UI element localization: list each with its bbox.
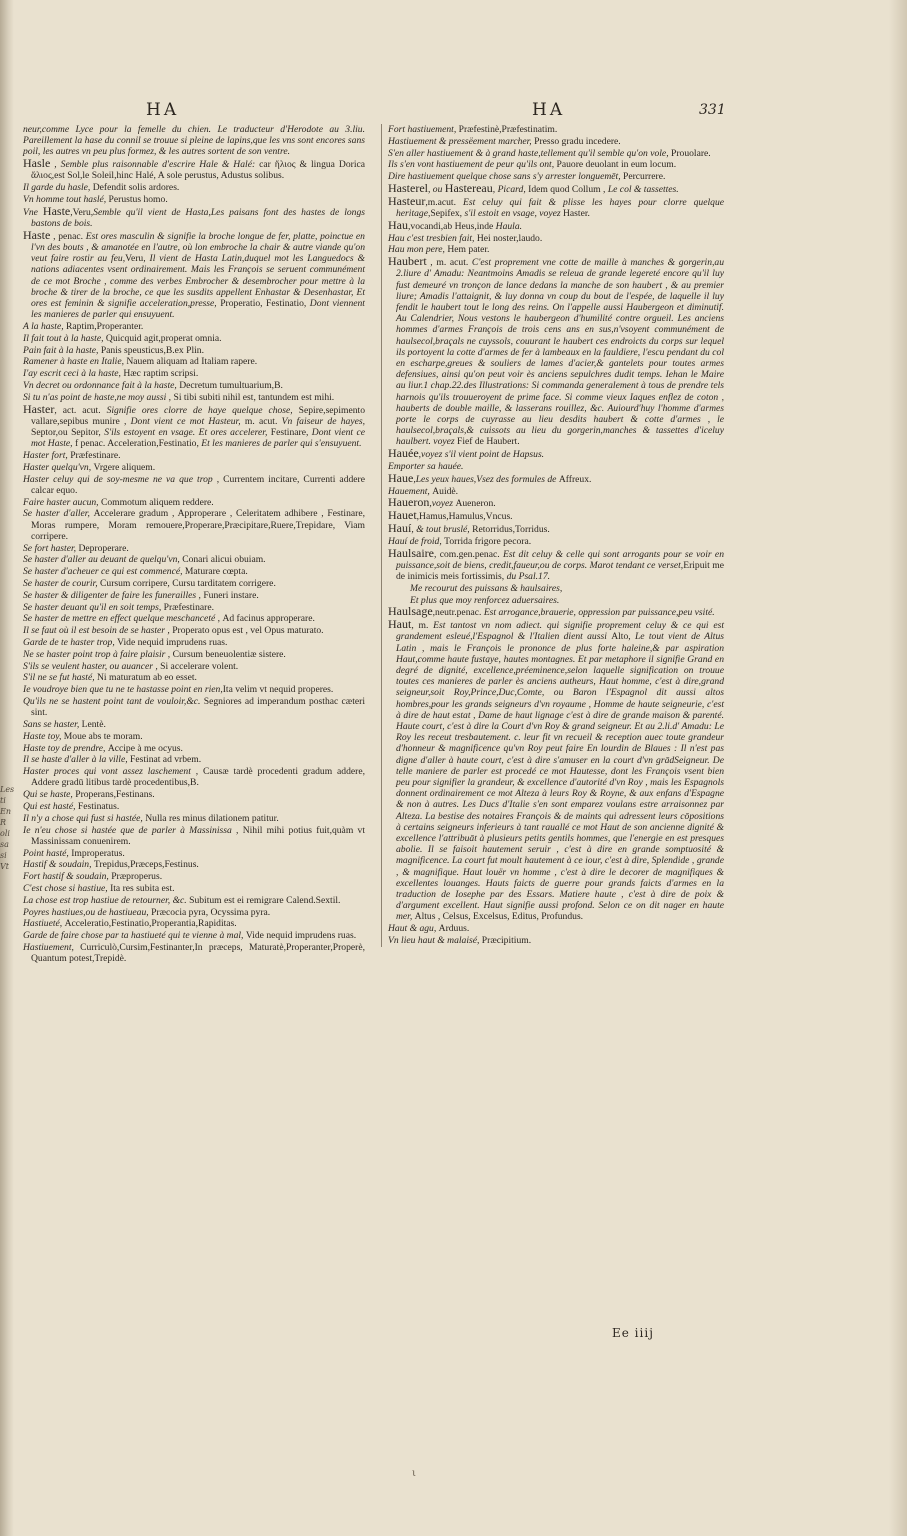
- dictionary-entry: [23, 801, 365, 812]
- dictionary-entry: [23, 918, 365, 929]
- latin-text: Decretum tumultuarium,B.: [179, 380, 283, 391]
- headword: Hauí: [388, 521, 412, 535]
- latin-text: Eripuit me de inimicis meis fortissimis,: [396, 559, 725, 582]
- dictionary-entry: [23, 672, 365, 683]
- french-text: Haste toy,: [23, 730, 64, 742]
- latin-text: , act. acut.: [54, 404, 107, 416]
- margin-note: En: [0, 807, 11, 816]
- dictionary-entry: [23, 497, 365, 508]
- margin-note: Les: [0, 785, 14, 794]
- french-text: , Semble plus raisonnable d'escrire Hale & Halé:: [50, 159, 260, 171]
- latin-text: Quicquid agit,properat omnia.: [105, 332, 222, 344]
- signature-mark: Ee iiij: [612, 1326, 654, 1340]
- dictionary-entry: [23, 450, 365, 461]
- dictionary-entry: [23, 333, 365, 344]
- dictionary-entry: [23, 930, 365, 941]
- dictionary-entry: [23, 392, 365, 403]
- french-text: Se haster & diligenter de faire les funerailles ,: [23, 589, 204, 601]
- headword: Haue: [388, 470, 414, 485]
- headword: Haulsage: [388, 604, 433, 619]
- latin-text: Festinare,: [270, 427, 312, 438]
- latin-text: Curriculò,Cursim,Festinanter,In præceps, Maturatè,Properanter,Properè, Quantum potest,Trepidè.: [31, 941, 365, 965]
- french-text: Semble qu'il vient de Hasta,Les paisans font des hastes de longs bastons de bois.: [31, 206, 365, 229]
- latin-text: Haster.: [563, 207, 590, 219]
- latin-text: Segniores ad imperandum posthac cæteri sint.: [31, 695, 365, 719]
- dictionary-entry: [388, 619, 724, 922]
- dictionary-entry: [388, 193, 724, 219]
- dictionary-entry: [23, 227, 365, 321]
- dictionary-entry: [388, 583, 724, 594]
- french-text: Est dit celuy & celle qui sont arrogants pour se voir en puissance,soit de biens, credit,faueur,ou de corps. Marot tendant ce verset,: [396, 548, 724, 571]
- dictionary-entry: [23, 719, 365, 730]
- latin-text: Cursum beneuolentiæ sistere.: [172, 648, 286, 660]
- french-text: A la haste,: [23, 321, 66, 333]
- latin-text: Retorridus,Torridus.: [472, 524, 550, 535]
- headword: Haubert: [388, 254, 427, 269]
- french-text: S'ils se veulent haster, ou auancer ,: [23, 660, 161, 672]
- french-text: Se haster d'aller,: [23, 508, 94, 520]
- french-text: Vn decret ou ordonnance fait à la haste,: [23, 380, 180, 391]
- dictionary-entry: [23, 883, 365, 894]
- latin-text: Sepire,sepimento vallare,sepibus munire ,: [31, 404, 365, 427]
- french-text: I'ay escrit ceci à la haste,: [23, 368, 124, 380]
- french-text: Se fort haster,: [23, 542, 79, 554]
- margin-note: Vt: [0, 862, 9, 871]
- page-number: 331: [699, 102, 726, 118]
- latin-text: Præfestinare.: [70, 450, 121, 461]
- dictionary-entry: [388, 606, 724, 618]
- latin-text: Subitum est ei remigrare Calend.Sextil.: [189, 894, 341, 906]
- latin-text: Alto,: [611, 631, 631, 643]
- french-text: , ou: [427, 183, 445, 195]
- dictionary-entry: [23, 508, 365, 542]
- french-text: Dont viennent les manieres de parler qui ensuyuent.: [31, 298, 365, 321]
- dictionary-entry: [388, 935, 724, 946]
- dictionary-entry: [23, 554, 365, 565]
- dictionary-entry: [23, 158, 365, 181]
- dictionary-entry: [388, 461, 724, 472]
- dictionary-entry: [23, 766, 365, 788]
- dictionary-entry: [388, 244, 724, 255]
- french-text: neur,comme Lyce pour la femelle du chien. Le traducteur d'Herodote au 3.liu. Pareillement la hase du connil se trouue si pleine de lapins,que les vns sont encores sans poil, les autres vn peu plus formez, & les autres sortent de son ventre.: [23, 124, 365, 158]
- dictionary-entry: [23, 895, 365, 906]
- latin-text: , com.gen.penac.: [433, 548, 503, 560]
- dictionary-entry: [388, 536, 724, 547]
- dictionary-entry: [23, 848, 365, 859]
- latin-text: Festinatus.: [77, 800, 120, 812]
- latin-text: Prouolare.: [671, 147, 711, 159]
- french-text: Hau mon pere,: [388, 244, 448, 256]
- french-text: Vn homme tout haslé,: [23, 194, 109, 205]
- dictionary-entry: [388, 136, 724, 147]
- latin-text: Hæc raptim scripsi.: [123, 368, 199, 380]
- french-text: C'est chose si hastiue,: [23, 882, 111, 894]
- latin-text: Hem pater.: [447, 244, 490, 256]
- french-text: Se haster d'aller au deuant de quelqu'vn,: [23, 554, 183, 566]
- french-text: Pain fait à la haste,: [23, 344, 101, 356]
- latin-text: Præproperus.: [111, 871, 163, 883]
- dictionary-entry: [23, 321, 365, 332]
- latin-text: f penac. Acceleration,Festinatio,: [74, 438, 202, 450]
- latin-text: Aueneron.: [455, 498, 496, 510]
- left-column: [23, 124, 365, 965]
- latin-text: ,Hamus,Hamulus,Vncus.: [416, 511, 513, 523]
- dictionary-entry: [388, 233, 724, 244]
- latin-text: Festinat ad vrbem.: [130, 754, 202, 766]
- latin-text: car ἥλιος & lingua Dorica ἅλιος,est Sol,le Soleil,hinc Halé, A sole perustus, Adustus solibus.: [31, 159, 366, 182]
- french-text: S'en aller hastiuement & à grand haste,tellement qu'il semble qu'on vole,: [388, 147, 671, 159]
- latin-text: Commotum aliquem reddere.: [100, 496, 214, 508]
- dictionary-entry: [23, 731, 365, 742]
- latin-text: Veru,: [125, 253, 146, 265]
- french-text: Garde de faire chose par ta hastiueté qui te vienne à mal,: [23, 930, 246, 942]
- dictionary-entry: [23, 124, 365, 158]
- french-text: Vne: [23, 206, 43, 218]
- french-text: ,voyez: [429, 498, 456, 510]
- ink-mark: ι: [412, 1468, 416, 1479]
- dictionary-entry: [23, 566, 365, 577]
- dictionary-entry: [388, 180, 724, 195]
- dictionary-entry: [388, 523, 724, 535]
- latin-text: Si tibi subiti nihil est, tantundem est mihi.: [173, 391, 335, 403]
- dictionary-entry: [388, 124, 724, 135]
- latin-text: , penac.: [50, 230, 86, 242]
- dictionary-entry: [23, 942, 365, 964]
- french-text: Hauement,: [388, 485, 433, 497]
- french-text: Est ores masculin & signifie la broche longue de fer, platte, poinctue en l'vn des bouts , & amanotée en l'autre, où lon embroche la chair & autre viande qu'on veut faire rostir au feu,: [31, 230, 365, 265]
- dictionary-entry: [23, 462, 365, 473]
- french-text: Haster fort,: [23, 450, 71, 461]
- latin-text: Raptim,Properanter.: [66, 321, 144, 333]
- french-text: , Picard,: [492, 183, 529, 195]
- french-text: Et les manieres de parler qui s'ensuyuent.: [201, 438, 362, 450]
- french-text: Poyres hastiues,ou de hastiueau,: [23, 906, 152, 918]
- latin-text: Idem quod Collum ,: [528, 183, 608, 195]
- dictionary-entry: [23, 813, 365, 824]
- french-text: du Psal.17.: [506, 571, 551, 582]
- dictionary-entry: [388, 171, 724, 182]
- latin-text: Vide nequid imprudens ruas.: [117, 636, 228, 648]
- french-text: Point hasté,: [23, 847, 72, 859]
- dictionary-entry: [23, 613, 365, 624]
- latin-text: Accelerare gradum , Approperare , Celeritatem adhibere , Festinare, Moras rumpere, Moram remouere,Properare,Præcipitare,Ruere,Trepidare, Viam corripere.: [31, 508, 365, 542]
- latin-text: Funeri instare.: [203, 589, 259, 601]
- dictionary-entry: [388, 256, 724, 447]
- french-text: La chose est trop hastiue de retourner, &c.: [23, 894, 190, 906]
- french-text: Haster proces qui vont assez laschement ,: [23, 766, 204, 778]
- latin-text: Causæ tardè procedenti gradum addere, Addere gradū litibus tardè procedentibus,B.: [31, 766, 366, 789]
- french-text: Garde de te haster trop,: [23, 636, 118, 648]
- dictionary-entry: [23, 194, 365, 205]
- headword: Haste: [23, 227, 51, 242]
- french-text: ,Les yeux haues,Vsez des formules de: [413, 473, 559, 485]
- dictionary-entry: [23, 907, 365, 918]
- french-text: Est tantost vn nom adiect. qui signifie proprement celuy & ce qui est grandement esleué,l'Espagnol & l'Italien dient aussi: [396, 620, 724, 643]
- french-text: Se haster de courir,: [23, 577, 101, 589]
- french-text: Ne se haster point trop à faire plaisir ,: [23, 648, 173, 660]
- latin-text: Torrida frigore pecora.: [444, 535, 532, 547]
- latin-text: Pauore deuolant in eum locum.: [556, 159, 677, 171]
- latin-text: Currentem incitare, Currenti addere calcar equo.: [31, 473, 365, 496]
- french-text: Qui se haste,: [23, 789, 76, 801]
- latin-text: Ni maturatum ab eo esset.: [97, 672, 197, 684]
- latin-text: Ita velim vt nequid properes.: [222, 684, 334, 696]
- dictionary-entry: [23, 368, 365, 379]
- french-text: Fort hastiuement,: [388, 124, 459, 135]
- french-text: Sans se haster,: [23, 718, 82, 730]
- french-text: Haste toy de prendre,: [23, 742, 108, 754]
- headword: Hau: [388, 217, 408, 232]
- latin-text: , m. acut.: [426, 257, 472, 269]
- french-text: Et plus que moy renforcez aduersaires.: [410, 594, 560, 606]
- dictionary-entry: [23, 625, 365, 636]
- latin-text: m. acut.: [240, 415, 282, 427]
- french-text: Qu'ils ne se hastent point tant de vouloir,&c.: [23, 695, 204, 707]
- french-text: , & tout bruslé,: [411, 524, 473, 535]
- headword: Haueron: [388, 495, 430, 510]
- french-text: Ramener à haste en Italie,: [23, 356, 127, 368]
- french-text: Il se haste d'aller à la ville,: [23, 754, 131, 766]
- dictionary-entry: [23, 754, 365, 765]
- latin-text: Cursum corripere, Cursu tarditatem corrigere.: [100, 577, 276, 589]
- french-text: Hastif & soudain,: [23, 859, 94, 871]
- french-text: Haut & agu,: [388, 923, 439, 935]
- dictionary-entry: [388, 159, 724, 170]
- french-text: Me recourut des puissans & haulsaires,: [410, 582, 563, 594]
- headword: Hauée: [388, 446, 419, 461]
- latin-text: ,vocandi,ab Heus,inde: [408, 220, 496, 232]
- dictionary-entry: [23, 789, 365, 800]
- dictionary-entry: [23, 649, 365, 660]
- headword: Haulsaire: [388, 545, 434, 560]
- page-edge: [889, 0, 907, 1536]
- dictionary-entry: [388, 497, 724, 509]
- latin-text: Præcocia pyra, Ocyssima pyra.: [151, 906, 271, 918]
- dictionary-entry: [23, 859, 365, 870]
- french-text: Dire hastiuement quelque chose sans s'y arrester longuemēt,: [388, 171, 624, 183]
- dictionary-entry: [23, 182, 365, 193]
- latin-text: Conari alicui obuiam.: [182, 554, 266, 566]
- latin-text: Præfestinare.: [163, 601, 214, 613]
- french-text: Il fait tout à la haste,: [23, 332, 106, 344]
- french-text: Haster celuy qui de soy-mesme ne va que trop ,: [23, 473, 224, 485]
- dictionary-entry: [388, 470, 724, 485]
- latin-text: Defendit solis ardores.: [92, 182, 180, 194]
- latin-text: Presso gradu incedere.: [534, 135, 621, 147]
- french-text: Il vient de Hasta Latin,duquel mot les Languedocs & nations adiacentes vsent ordinairement. Mais les François se seruent communément de ce mot Broche , comme des verbes Embrocher & desembrocher pour mettre à la broche & tirer de la broche, ce que les susdits appellent Enhastar & Desenhastar, Et ores est feminin & signifie acceleration,presse,: [31, 253, 365, 310]
- french-text: Haula.: [495, 220, 523, 232]
- margin-note: si: [0, 851, 7, 860]
- french-text: Le col & tassettes.: [607, 183, 679, 195]
- dictionary-entry: [23, 356, 365, 367]
- french-text: Est arrogance,brauerie, oppression par puissance,peu vsité.: [483, 607, 715, 619]
- french-text: Faire haster aucun,: [23, 496, 101, 508]
- latin-text: Ad facinus approperare.: [222, 613, 315, 625]
- latin-text: Properatio, Festinatio,: [216, 298, 310, 310]
- french-text: Haster quelqu'vn,: [23, 461, 94, 473]
- latin-text: Vrgere aliquem.: [93, 461, 156, 473]
- latin-text: Ita res subita est.: [110, 882, 175, 894]
- dictionary-entry: [388, 217, 724, 232]
- french-text: Fort hastif & soudain,: [23, 871, 112, 883]
- headword: Haut: [388, 617, 412, 632]
- margin-note: R: [0, 818, 7, 827]
- french-text: Le tout vient de Altus Latin , mais le François le prononce de plus forte haleine,& par aspiration Haut,comme haute fustaye, hautes montagnes. Et par metaphore il signifie Grand en degré de dignité, excellence,préeminence,selon laquelle signification on trouue toutes ces manieres de parler ès anciens autheurs, Haut homme, c'est à dire,grand seigneur,soit Roy,Prince,Duc,Comte, ou Baron l'Espagnol dit aussi altos hombres,pour les grands seigneurs d'vn royaume , Homme de haute seigneurie, c'est à dire de haut estat , Dame de haut lignage c'est à dire de grande maison & parenté. Haute court, c'est à dire la Court d'vn Roy & grand seigneur. Et au 2.li.d' Amadu: Le Roy les receut tresbautement. c. leur fit vn recueil & reception auec toute grandeur d'honneur & magnificence qu'vn Roy peut faire En lourdin de Blaues : Il n'est pas digne d'aller à haute court, c'est à dire s'amuser en la court d'vn grādSeigneur. De telle maniere de parler est procedé ce mot Hautesse, dont les François vsent bien peu pour signifier la grandeur, & excellence d'autorité d'vn Roy , mais les Espagnols donnent ordinairement ce mot Alteza à leurs Roy & Royne, & aux enfans d'Espagne & non à autres. Les Ducs d'Italie s'en sont emparez voulans estre arraisonnez par Alteza. La bestise des notaires François & de maints qui adressent leurs cōpositions à certains seigneurs inferieurs à tant rauallé ce mot Haut de son ancienne dignité & excellence l'attribuāt à plusieurs petits gentils hommes, que l'energie en est presques abolie. Il se faisoit hautement seruir , c'est à dire en grande somptuosité & magnificence. La court fut moult hautement à ce iour, c'est à dire, Splendide , grande , & magnifique. Haut louër vn homme , c'est à dire le decorer de magnifiques & excellentes louanges. Hauts faicts de guerre pour grands faicts d'armes en la traduction de Iosephe par des Essars. Matiere haute , c'est à dire de poix & d'argument excellent. Haut signifie aussi profond. Selon ce on dit nager en haute mer,: [396, 631, 724, 923]
- latin-text: Properato opus est , vel Opus maturato.: [172, 625, 324, 637]
- french-text: Il se faut où il est besoin de se haster ,: [23, 625, 173, 637]
- french-text: s'il estoit en vsage, voyez: [462, 207, 563, 219]
- latin-text: Vide nequid imprudens ruas.: [245, 930, 357, 942]
- french-text: S'il ne se fut hasté,: [23, 672, 97, 684]
- dictionary-entry: [23, 696, 365, 718]
- french-text: Hastiuement & pressëement marcher,: [388, 135, 535, 147]
- headword: Haster: [23, 401, 55, 416]
- running-head-left: HA: [146, 100, 180, 120]
- french-text: Il garde du hasle,: [23, 182, 93, 194]
- dictionary-entry: [388, 545, 725, 583]
- french-text: Vn lieu haut & malaisé,: [388, 935, 482, 947]
- latin-text: Maturare cœpta.: [184, 566, 248, 578]
- french-text: Dont vient ce mot Hasteur,: [130, 415, 241, 427]
- french-text: Se haster d'acheuer ce qui est commencé,: [23, 566, 185, 578]
- dictionary-entry: [23, 871, 365, 882]
- dictionary-entry: [23, 825, 365, 847]
- french-text: Si tu n'as point de haste,ne moy aussi ,: [23, 391, 174, 403]
- latin-text: Acceleratio,Festinatio,Properantia,Rapiditas.: [64, 918, 237, 930]
- french-text: Hastiuement,: [23, 941, 81, 953]
- latin-text: Nulla res minus dilationem patitur.: [145, 812, 279, 824]
- latin-text: Hei noster,laudo.: [476, 232, 543, 244]
- french-text: Se haster de mettre en effect quelque meschanceté ,: [23, 613, 223, 625]
- french-text: Il n'y a chose qui fust si hastée,: [23, 812, 146, 824]
- dictionary-entry: [23, 637, 365, 648]
- latin-text: Auidè.: [432, 485, 459, 497]
- latin-text: Præfestinè,Præfestinatim.: [458, 124, 558, 135]
- margin-note: ti: [0, 796, 6, 805]
- running-head-right: HA: [532, 100, 566, 120]
- latin-text: , m.: [411, 620, 434, 632]
- latin-text: Septor,ou Sepitor,: [31, 427, 105, 438]
- dictionary-entry: [23, 380, 365, 391]
- french-text: Vn faiseur de hayes,: [281, 415, 365, 427]
- french-text: S'ils estoyent en vsage. Et ores accelerer,: [104, 427, 271, 438]
- french-text: Se haster deuant qu'il en soit temps,: [23, 601, 164, 613]
- latin-text: Properans,Festinans.: [75, 789, 155, 801]
- latin-text: Præcipitium.: [481, 935, 532, 947]
- french-text: Ie n'eu chose si hastée que de parler à Massinissa ,: [23, 824, 243, 836]
- french-text: C'est proprement vne cotte de maille à manches & gorgerin,au 2.liure d' Amadu: Neantmoins Amadis se releua de grande legereté encore qu'il luy fust demeuré vn tronçon de lance dedans la manche de son haubert , & au premier liure; Amadis l'attaignit, & luy donna vn coup du bout de l'espée, de laquelle il luy fendit le haubert tout le long des reins. On l'appelle aussi Haubergeon et diminutif. Au Calendrier, Nous vestons le haubergeon d'humilité contre orgueil. Les anciens hommes d'armes François de trois cens ans en sus,n'vsoyent communément de haulsecol,braçals ne cuyssols, couurant le haubert ces endroicts du corps sur lequel ils portoyent la cotte d'armes de fer à lambeaux en la fauldiere, l'escu pendant du col en escharpe,greues & souliers de lames d'acier,& gantelets pour toutes armes defensiues, ainsi qu'on peut voir ès anciens sepulchres dudit temps. Iehan le Maire au liur.1 chap.22.des Illustrations: Si commanda generalement à tous de prendre tels harnois qu'ils trouueroyent de prime face. Si comme vieux Iaques enflez de coton , hauberts de double maille, & lasserans rouillez, &c. Auiourd'huy l'homme d'armes porte le corps de cuyrasse au lieu desdits haubert & cotte d'armes , le haulsecol,braçals,& cuissots au lieu du gorgerin,manches & tassettes d'iceluy haulbert. voyez: [396, 257, 725, 448]
- latin-text: Altus , Celsus, Excelsus, Editus, Profundus.: [414, 911, 584, 923]
- latin-text: Deproperare.: [78, 542, 129, 554]
- latin-text: Nihil mihi potius fuit,quàm vt Massinissam conuenirem.: [31, 824, 366, 847]
- headword: Hastereau: [444, 180, 493, 195]
- french-text: Qui est hasté,: [23, 800, 78, 812]
- latin-text: Percurrere.: [623, 171, 666, 183]
- latin-text: Accipe à me ocyus.: [107, 742, 183, 754]
- headword: Hasteur: [388, 193, 426, 208]
- right-column: [381, 124, 724, 947]
- french-text: Ie voudroye bien que tu ne te hastasse point en rien,: [23, 684, 223, 696]
- headword: Hauet: [388, 508, 417, 523]
- dictionary-entry: [23, 543, 365, 554]
- latin-text: Nauem aliquam ad Italiam rapere.: [126, 356, 258, 368]
- french-text: Signifie ores clorre de haye quelque chose,: [106, 404, 299, 416]
- french-text: Ils s'en vont hastiuement de peur qu'ils ont,: [388, 159, 557, 171]
- headword: Haste: [42, 203, 71, 218]
- dictionary-entry: [23, 661, 365, 672]
- dictionary-entry: [388, 148, 724, 159]
- dictionary-entry: [23, 345, 365, 356]
- french-text: Hauí de froid,: [388, 535, 445, 547]
- latin-text: Perustus homo.: [108, 194, 168, 205]
- dictionary-entry: [23, 474, 365, 496]
- latin-text: Improperatus.: [71, 847, 125, 859]
- headword: Hasle: [23, 156, 51, 171]
- margin-notes: [0, 784, 14, 872]
- dictionary-entry: [388, 448, 724, 460]
- french-text: Emporter sa hauée.: [388, 461, 464, 473]
- latin-text: Panis speusticus,B.ex Plin.: [100, 344, 204, 356]
- latin-text: Si accelerare volent.: [160, 660, 239, 672]
- latin-text: Moue abs te moram.: [63, 730, 143, 742]
- margin-note: oli: [0, 829, 10, 838]
- french-text: ,voyez s'il vient point de Hapsus.: [418, 449, 545, 461]
- latin-text: Affreux.: [558, 473, 592, 485]
- latin-text: ,neutr.penac.: [432, 607, 484, 619]
- dictionary-entry: [23, 203, 365, 229]
- dictionary-entry: [388, 595, 724, 606]
- latin-text: Lentè.: [81, 718, 106, 730]
- headword: Hasterel: [388, 180, 428, 195]
- latin-text: ,m.acut.: [425, 196, 463, 208]
- latin-text: ,Veru,: [70, 206, 94, 218]
- french-text: Hau c'est tresbien fait,: [388, 232, 477, 244]
- margin-note: sa: [0, 840, 9, 849]
- dictionary-entry: [23, 401, 365, 450]
- french-text: Dont vient ce mot Haste,: [31, 427, 365, 450]
- french-text: Hastiueté,: [23, 918, 65, 930]
- dictionary-entry: [388, 510, 724, 522]
- dictionary-entry: [388, 923, 724, 934]
- dictionary-entry: [23, 602, 365, 613]
- dictionary-entry: [23, 684, 365, 695]
- dictionary-entry: [23, 743, 365, 754]
- latin-text: Trepidus,Præceps,Festinus.: [93, 859, 199, 871]
- dictionary-entry: [388, 486, 724, 497]
- latin-text: Fief de Haubert.: [457, 436, 520, 448]
- latin-text: Arduus.: [438, 923, 470, 935]
- dictionary-entry: [23, 578, 365, 589]
- book-gutter: [0, 0, 14, 1536]
- latin-text: Sepifex,: [430, 207, 463, 219]
- french-text: Est celuy qui fait & plisse les hayes pour clorre quelque heritage,: [396, 196, 724, 219]
- dictionary-entry: [23, 590, 365, 601]
